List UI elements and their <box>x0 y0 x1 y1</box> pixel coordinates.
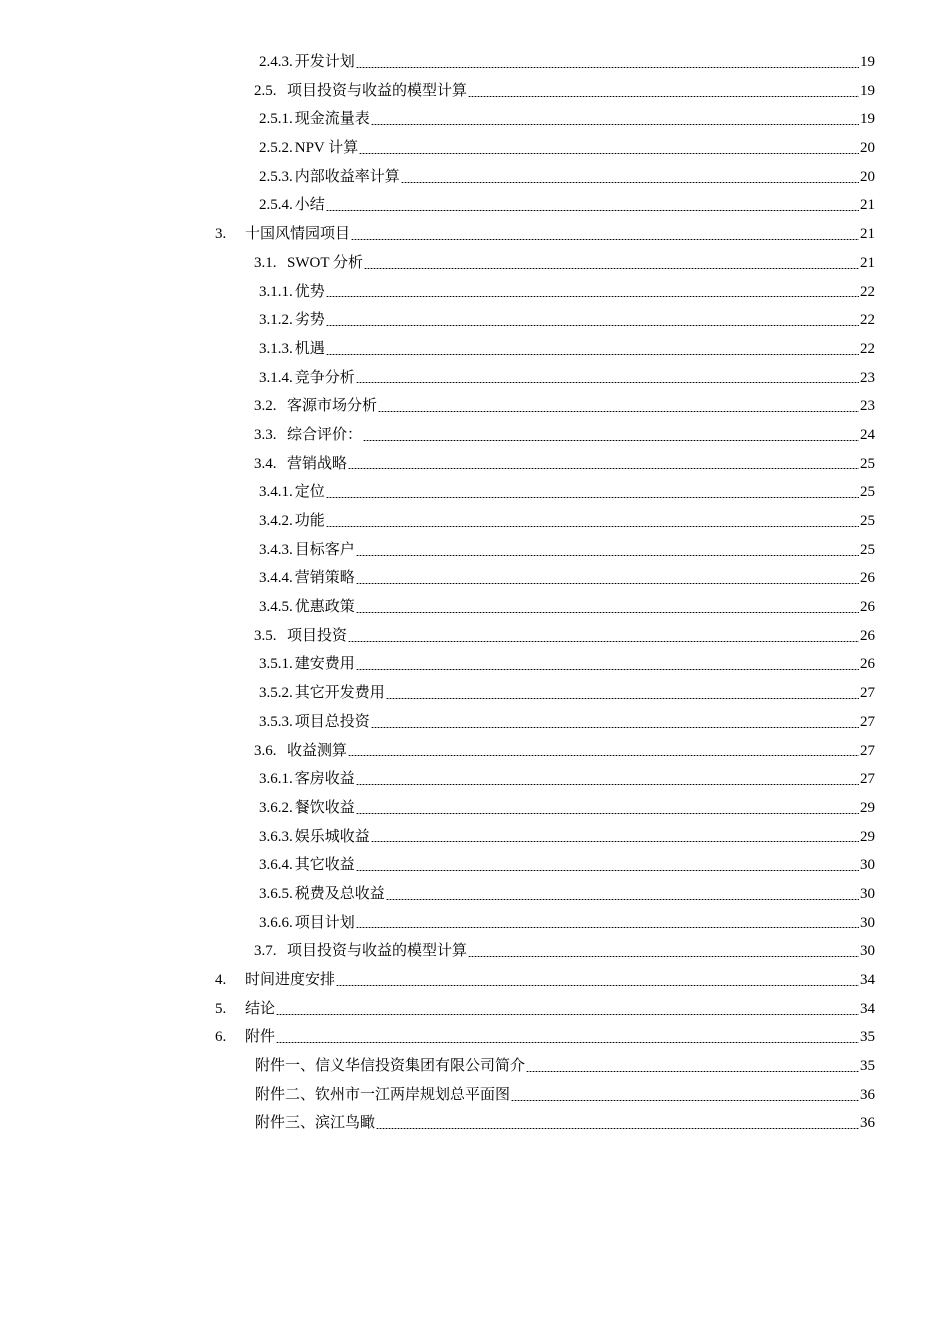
dot-leader <box>371 124 859 125</box>
dot-leader <box>364 268 859 269</box>
toc-entry-title: 定位 <box>294 484 325 501</box>
toc-entry[interactable] <box>0 593 950 622</box>
toc-entry-page-number: 20 <box>860 140 875 157</box>
toc-entry-page-number: 27 <box>860 685 875 702</box>
toc-entry[interactable] <box>0 1109 950 1138</box>
toc-entry[interactable] <box>0 765 950 794</box>
toc-entry-title: 餐饮收益 <box>294 799 355 816</box>
dot-leader <box>511 1100 859 1101</box>
toc-entry-number: 3.6.4. <box>259 857 293 874</box>
toc-entry-number: 2.5.1. <box>259 111 293 128</box>
dot-leader <box>386 698 859 699</box>
toc-entry-title: 项目计划 <box>294 914 355 931</box>
toc-entry-page-number: 29 <box>860 828 875 845</box>
toc-entry-page-number: 30 <box>860 943 875 960</box>
dot-leader <box>401 182 859 183</box>
toc-entry-title: 客源市场分析 <box>287 398 378 415</box>
toc-entry-title: 内部收益率计算 <box>294 168 400 185</box>
toc-entry-page-number: 19 <box>860 82 875 99</box>
toc-entry-title: 营销战略 <box>287 455 348 472</box>
toc-entry-number: 2.5. <box>254 82 277 99</box>
dot-leader <box>326 526 859 527</box>
dot-leader <box>359 153 859 154</box>
toc-entry-title: NPV 计算 <box>294 140 359 157</box>
toc-entry-title: 小结 <box>294 197 325 214</box>
toc-entry[interactable] <box>0 536 950 565</box>
toc-entry-page-number: 20 <box>860 168 875 185</box>
dot-leader <box>468 956 859 957</box>
dot-leader <box>348 641 859 642</box>
toc-entry[interactable] <box>0 450 950 479</box>
toc-entry[interactable] <box>0 364 950 393</box>
toc-entry-number: 4. <box>215 972 227 988</box>
dot-leader <box>276 1042 859 1043</box>
toc-entry-number: 3.1.4. <box>259 369 293 386</box>
toc-entry-page-number: 19 <box>860 111 875 128</box>
toc-entry[interactable] <box>0 737 950 766</box>
toc-entry-title: 营销策略 <box>294 570 355 587</box>
toc-entry-title: 劣势 <box>294 312 325 329</box>
toc-entry[interactable] <box>0 191 950 220</box>
toc-entry-page-number: 36 <box>860 1115 875 1132</box>
toc-entry-title: SWOT 分析 <box>287 254 363 271</box>
toc-entry[interactable] <box>0 794 950 823</box>
toc-entry-number: 2.5.2. <box>259 140 293 157</box>
toc-entry-number: 3.2. <box>254 398 277 415</box>
toc-entry-page-number: 19 <box>860 54 875 70</box>
toc-entry-number: 2.4.3. <box>259 54 293 70</box>
toc-entry-page-number: 36 <box>860 1086 875 1103</box>
toc-entry[interactable] <box>0 278 950 307</box>
toc-entry[interactable] <box>0 679 950 708</box>
toc-entry-number: 3.5.1. <box>259 656 293 673</box>
dot-leader <box>326 210 859 211</box>
toc-entry-title: 其它开发费用 <box>294 685 385 702</box>
toc-entry[interactable] <box>0 220 950 249</box>
toc-entry-page-number: 26 <box>860 599 875 616</box>
toc-entry-title: 娱乐城收益 <box>294 828 370 845</box>
toc-entry[interactable] <box>0 421 950 450</box>
toc-entry-title: 现金流量表 <box>294 111 370 128</box>
toc-entry-title: 优惠政策 <box>294 599 355 616</box>
dot-leader <box>326 497 859 498</box>
toc-entry-number: 3. <box>215 226 227 243</box>
toc-entry[interactable] <box>0 392 950 421</box>
toc-entry-number: 3.4.5. <box>259 599 293 616</box>
toc-entry-title: 结论 <box>245 1000 276 1017</box>
toc-entry-page-number: 26 <box>860 570 875 587</box>
dot-leader <box>371 841 859 842</box>
toc-entry-page-number: 30 <box>860 885 875 902</box>
toc-entry-page-number: 21 <box>860 254 875 271</box>
dot-leader <box>363 440 859 441</box>
toc-entry[interactable] <box>0 306 950 335</box>
toc-entry-page-number: 25 <box>860 484 875 501</box>
dot-leader <box>356 612 859 613</box>
toc-entry-title: 收益测算 <box>287 742 348 759</box>
dot-leader <box>326 296 859 297</box>
toc-entry-number: 3.6.6. <box>259 914 293 931</box>
toc-entry[interactable] <box>0 1023 950 1052</box>
toc-entry-number: 2.5.4. <box>259 197 293 214</box>
toc-entry-number: 5. <box>215 1000 227 1017</box>
dot-leader <box>348 755 859 756</box>
toc-entry[interactable] <box>0 622 950 651</box>
toc-entry-number: 3.3. <box>254 426 277 443</box>
dot-leader <box>386 899 859 900</box>
toc-entry-title: 建安费用 <box>294 656 355 673</box>
toc-entry-number: 3.6.2. <box>259 799 293 816</box>
toc-entry-title: 项目投资与收益的模型计算 <box>287 943 468 960</box>
dot-leader <box>348 468 859 469</box>
toc-entry-page-number: 26 <box>860 656 875 673</box>
toc-entry-page-number: 35 <box>860 1058 875 1075</box>
toc-entry[interactable] <box>0 851 950 880</box>
toc-entry-number: 3.5.2. <box>259 685 293 702</box>
toc-entry-title: 附件一、信义华信投资集团有限公司简介 <box>255 1058 526 1075</box>
toc-entry[interactable] <box>0 708 950 737</box>
toc-entry-page-number: 23 <box>860 369 875 386</box>
dot-leader <box>356 67 859 68</box>
toc-entry-page-number: 22 <box>860 283 875 300</box>
toc-entry[interactable] <box>0 937 950 966</box>
dot-leader <box>371 727 859 728</box>
toc-entry-page-number: 26 <box>860 627 875 644</box>
toc-entry-number: 3.1.3. <box>259 340 293 357</box>
dot-leader <box>356 870 859 871</box>
toc-entry-page-number: 34 <box>860 972 875 988</box>
dot-leader <box>378 411 859 412</box>
toc-entry-title: 客房收益 <box>294 771 355 788</box>
dot-leader <box>326 354 859 355</box>
toc-entry-title: 项目投资与收益的模型计算 <box>287 82 468 99</box>
toc-entry[interactable] <box>0 564 950 593</box>
dot-leader <box>356 813 859 814</box>
toc-entry-title: 附件三、滨江鸟瞰 <box>255 1115 376 1132</box>
toc-entry[interactable] <box>0 880 950 909</box>
toc-entry-page-number: 23 <box>860 398 875 415</box>
toc-entry-number: 3.6.1. <box>259 771 293 788</box>
toc-entry-title: 综合评价： <box>287 426 363 443</box>
toc-entry[interactable] <box>0 478 950 507</box>
toc-entry[interactable] <box>0 650 950 679</box>
dot-leader <box>356 583 859 584</box>
toc-entry-title: 时间进度安排 <box>245 972 336 988</box>
table-of-contents <box>0 48 950 1138</box>
toc-entry-number: 3.1. <box>254 254 277 271</box>
toc-entry[interactable] <box>0 1081 950 1110</box>
dot-leader <box>326 325 859 326</box>
toc-entry[interactable] <box>0 966 950 995</box>
toc-entry-page-number: 27 <box>860 771 875 788</box>
toc-entry-page-number: 30 <box>860 857 875 874</box>
toc-entry-page-number: 25 <box>860 513 875 529</box>
dot-leader <box>526 1071 859 1072</box>
dot-leader <box>356 669 859 670</box>
toc-entry-page-number: 29 <box>860 799 875 816</box>
toc-entry[interactable] <box>0 134 950 163</box>
toc-entry[interactable] <box>0 77 950 106</box>
toc-entry-page-number: 22 <box>860 312 875 329</box>
toc-entry-number: 3.4.3. <box>259 541 293 558</box>
toc-entry-title: 优势 <box>294 283 325 300</box>
toc-entry[interactable] <box>0 249 950 278</box>
toc-entry-number: 3.6.5. <box>259 885 293 902</box>
toc-entry[interactable] <box>0 507 950 536</box>
toc-entry[interactable] <box>0 335 950 364</box>
toc-entry-title: 其它收益 <box>294 857 355 874</box>
toc-entry-number: 3.4.4. <box>259 570 293 587</box>
toc-entry-page-number: 24 <box>860 426 875 443</box>
toc-entry-number: 3.4. <box>254 455 277 472</box>
toc-entry-page-number: 27 <box>860 713 875 730</box>
toc-entry-number: 3.1.2. <box>259 312 293 329</box>
toc-entry-title: 机遇 <box>294 340 325 357</box>
toc-entry-title: 税费及总收益 <box>294 885 385 902</box>
toc-entry-number: 2.5.3. <box>259 168 293 185</box>
dot-leader <box>356 382 859 383</box>
toc-entry-title: 功能 <box>294 513 325 529</box>
dot-leader <box>356 555 859 556</box>
dot-leader <box>356 927 859 928</box>
toc-entry-number: 3.6. <box>254 742 277 759</box>
dot-leader <box>351 239 859 240</box>
dot-leader <box>276 1014 859 1015</box>
toc-entry-page-number: 27 <box>860 742 875 759</box>
toc-entry-title: 开发计划 <box>294 54 355 70</box>
toc-entry-number: 3.6.3. <box>259 828 293 845</box>
dot-leader <box>356 784 859 785</box>
dot-leader <box>336 985 859 986</box>
toc-entry-page-number: 34 <box>860 1000 875 1017</box>
toc-entry-number: 3.5. <box>254 627 277 644</box>
toc-entry[interactable] <box>0 909 950 938</box>
toc-entry[interactable] <box>0 1052 950 1081</box>
toc-entry-number: 3.7. <box>254 943 277 960</box>
toc-entry-number: 3.1.1. <box>259 283 293 300</box>
toc-entry[interactable] <box>0 163 950 192</box>
toc-entry-title: 竞争分析 <box>294 369 355 386</box>
toc-entry-page-number: 25 <box>860 455 875 472</box>
toc-entry-number: 3.4.1. <box>259 484 293 501</box>
toc-entry-title: 目标客户 <box>294 541 355 558</box>
toc-entry-page-number: 21 <box>860 226 875 243</box>
dot-leader <box>468 96 859 97</box>
toc-entry-page-number: 21 <box>860 197 875 214</box>
toc-entry-title: 项目总投资 <box>294 713 370 730</box>
toc-entry[interactable] <box>0 823 950 852</box>
toc-entry-number: 6. <box>215 1029 227 1046</box>
toc-entry-number: 3.4.2. <box>259 513 293 529</box>
toc-entry[interactable] <box>0 995 950 1024</box>
toc-entry-number: 3.5.3. <box>259 713 293 730</box>
toc-entry-title: 项目投资 <box>287 627 348 644</box>
toc-entry-page-number: 30 <box>860 914 875 931</box>
toc-entry[interactable] <box>0 105 950 134</box>
toc-entry-title: 附件二、钦州市一江两岸规划总平面图 <box>255 1086 511 1103</box>
toc-entry-page-number: 35 <box>860 1029 875 1046</box>
toc-entry-title: 十国风情园项目 <box>245 226 351 243</box>
toc-entry-page-number: 22 <box>860 340 875 357</box>
toc-entry-page-number: 25 <box>860 541 875 558</box>
toc-entry-title: 附件 <box>245 1029 276 1046</box>
dot-leader <box>376 1128 859 1129</box>
toc-entry[interactable] <box>0 48 950 77</box>
